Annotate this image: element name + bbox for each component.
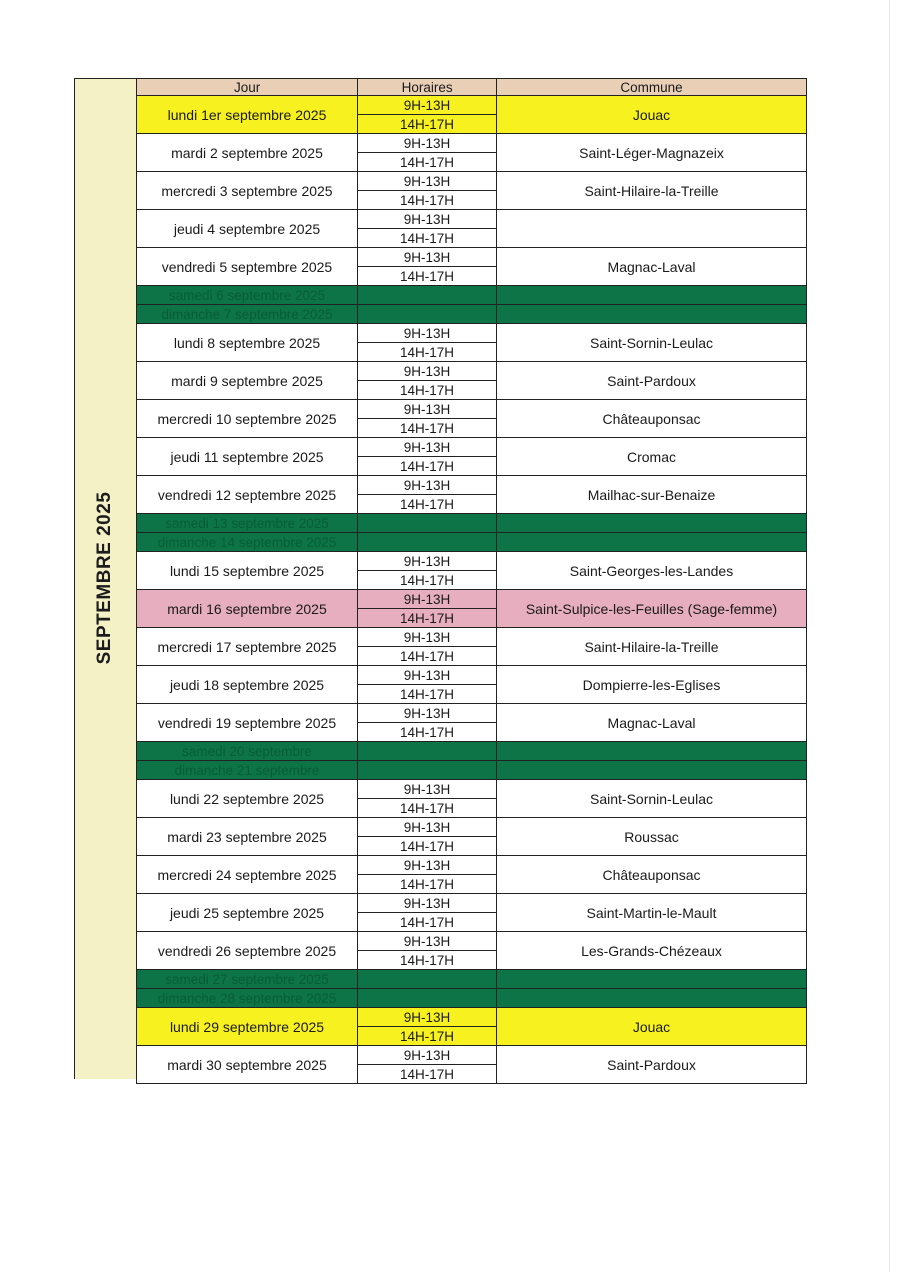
table-row [136,932,807,970]
commune-cell: Saint-Martin-le-Mault [497,894,807,931]
weekend-row [136,970,807,989]
table-row [136,210,807,248]
morning-hours: 9H-13H [358,932,496,951]
horaires-cell [358,438,497,475]
afternoon-hours: 14H-17H [399,952,455,968]
afternoon-hours: 14H-17H [399,800,455,816]
table-row [136,818,807,856]
month-label: SEPTEMBRE 2025 [94,491,115,665]
table-row [136,666,807,704]
morning-hours: 9H-13H [358,856,496,875]
commune-cell: Saint-Hilaire-la-Treille [497,172,807,209]
commune-cell: Jouac [497,1008,807,1045]
horaires-cell [358,932,497,969]
day-cell: lundi 8 septembre 2025 [136,324,358,361]
table-row [136,172,807,210]
afternoon-hours: 14H-17H [399,572,455,588]
commune-cell: Magnac-Laval [497,704,807,741]
commune-cell: Roussac [497,818,807,855]
morning-hours: 9H-13H [358,210,496,229]
morning-hours: 9H-13H [358,324,496,343]
horaires-cell [358,172,497,209]
weekend-horaires-empty [358,742,497,760]
day-cell: mercredi 24 septembre 2025 [136,856,358,893]
page-edge [889,0,890,1272]
table-row [136,134,807,172]
afternoon-hours: 14H-17H [399,458,455,474]
horaires-cell [358,1008,497,1045]
table-row [136,704,807,742]
afternoon-hours: 14H-17H [399,382,455,398]
commune-cell: Magnac-Laval [497,248,807,285]
morning-hours: 9H-13H [358,172,496,191]
weekend-horaires-empty [358,970,497,988]
commune-cell: Saint-Sulpice-les-Feuilles (Sage-femme) [497,590,807,627]
day-cell: lundi 1er septembre 2025 [136,96,358,133]
commune-cell: Mailhac-sur-Benaize [497,476,807,513]
horaires-cell [358,628,497,665]
day-cell: mardi 23 septembre 2025 [136,818,358,855]
table-row [136,780,807,818]
weekend-horaires-empty [358,533,497,551]
horaires-cell [358,590,497,627]
day-cell: lundi 22 septembre 2025 [136,780,358,817]
horaires-cell [358,1046,497,1083]
weekend-day: samedi 20 septembre [136,742,358,760]
commune-cell: Saint-Sornin-Leulac [497,324,807,361]
afternoon-hours: 14H-17H [399,838,455,854]
afternoon-hours: 14H-17H [399,268,455,284]
table-row [136,96,807,134]
weekend-day: samedi 27 septembre 2025 [136,970,358,988]
weekend-commune-empty [497,533,807,551]
weekend-row [136,305,807,324]
commune-cell: Châteauponsac [497,400,807,437]
commune-cell: Cromac [497,438,807,475]
day-cell: lundi 15 septembre 2025 [136,552,358,589]
horaires-cell [358,248,497,285]
morning-hours: 9H-13H [358,1008,496,1027]
morning-hours: 9H-13H [358,1046,496,1065]
commune-cell: Saint-Léger-Magnazeix [497,134,807,171]
weekend-horaires-empty [358,305,497,323]
day-cell: mardi 2 septembre 2025 [136,134,358,171]
table-row [136,476,807,514]
table-body [136,96,807,1084]
morning-hours: 9H-13H [358,780,496,799]
day-cell: mardi 9 septembre 2025 [136,362,358,399]
weekend-day: dimanche 14 septembre 2025 [136,533,358,551]
day-cell: jeudi 25 septembre 2025 [136,894,358,931]
commune-cell: Dompierre-les-Eglises [497,666,807,703]
commune-cell: Jouac [497,96,807,133]
commune-cell: Châteauponsac [497,856,807,893]
morning-hours: 9H-13H [358,248,496,267]
morning-hours: 9H-13H [358,704,496,723]
day-cell: jeudi 4 septembre 2025 [136,210,358,247]
weekend-horaires-empty [358,989,497,1007]
table-row [136,590,807,628]
morning-hours: 9H-13H [358,666,496,685]
morning-hours: 9H-13H [358,894,496,913]
weekend-horaires-empty [358,514,497,532]
morning-hours: 9H-13H [358,400,496,419]
morning-hours: 9H-13H [358,476,496,495]
header-jour: Jour [137,79,358,95]
day-cell: vendredi 5 septembre 2025 [136,248,358,285]
day-cell: vendredi 26 septembre 2025 [136,932,358,969]
horaires-cell [358,704,497,741]
afternoon-hours: 14H-17H [399,154,455,170]
commune-cell: Saint-Georges-les-Landes [497,552,807,589]
afternoon-hours: 14H-17H [399,116,455,132]
day-cell: mardi 30 septembre 2025 [136,1046,358,1083]
weekend-row [136,761,807,780]
morning-hours: 9H-13H [358,590,496,609]
table-row [136,324,807,362]
weekend-commune-empty [497,742,807,760]
table-row [136,362,807,400]
horaires-cell [358,210,497,247]
horaires-cell [358,818,497,855]
horaires-cell [358,552,497,589]
commune-cell: Saint-Sornin-Leulac [497,780,807,817]
header-commune: Commune [620,80,683,95]
day-cell: mercredi 10 septembre 2025 [136,400,358,437]
table-row [136,248,807,286]
schedule-table [136,78,807,1084]
afternoon-hours: 14H-17H [399,686,455,702]
afternoon-hours: 14H-17H [399,344,455,360]
horaires-cell [358,400,497,437]
header-horaires: Horaires [358,79,497,95]
horaires-cell [358,324,497,361]
table-row [136,856,807,894]
weekend-commune-empty [497,286,807,304]
day-cell: vendredi 12 septembre 2025 [136,476,358,513]
commune-cell: Saint-Hilaire-la-Treille [497,628,807,665]
day-cell: mardi 16 septembre 2025 [136,590,358,627]
morning-hours: 9H-13H [358,628,496,647]
morning-hours: 9H-13H [358,818,496,837]
horaires-cell [358,134,497,171]
weekend-row [136,742,807,761]
day-cell: mercredi 17 septembre 2025 [136,628,358,665]
afternoon-hours: 14H-17H [399,610,455,626]
afternoon-hours: 14H-17H [399,876,455,892]
afternoon-hours: 14H-17H [399,1028,455,1044]
afternoon-hours: 14H-17H [399,648,455,664]
afternoon-hours: 14H-17H [399,230,455,246]
weekend-commune-empty [497,761,807,779]
morning-hours: 9H-13H [358,96,496,115]
table-header [136,78,807,96]
commune-cell: Les-Grands-Chézeaux [497,932,807,969]
day-cell: jeudi 11 septembre 2025 [136,438,358,475]
morning-hours: 9H-13H [358,362,496,381]
table-row [136,628,807,666]
table-row [136,400,807,438]
weekend-commune-empty [497,989,807,1007]
horaires-cell [358,362,497,399]
afternoon-hours: 14H-17H [399,1066,455,1082]
afternoon-hours: 14H-17H [399,914,455,930]
weekend-day: dimanche 28 septembre 2025 [136,989,358,1007]
weekend-commune-empty [497,514,807,532]
afternoon-hours: 14H-17H [399,496,455,512]
table-row [136,1008,807,1046]
weekend-horaires-empty [358,286,497,304]
day-cell: mercredi 3 septembre 2025 [136,172,358,209]
horaires-cell [358,476,497,513]
horaires-cell [358,666,497,703]
day-cell: vendredi 19 septembre 2025 [136,704,358,741]
weekend-day: dimanche 7 septembre 2025 [136,305,358,323]
morning-hours: 9H-13H [358,134,496,153]
weekend-row [136,286,807,305]
horaires-cell [358,894,497,931]
weekend-horaires-empty [358,761,497,779]
table-row [136,552,807,590]
horaires-cell [358,856,497,893]
horaires-cell [358,96,497,133]
weekend-commune-empty [497,970,807,988]
afternoon-hours: 14H-17H [399,192,455,208]
afternoon-hours: 14H-17H [399,724,455,740]
morning-hours: 9H-13H [358,438,496,457]
day-cell: lundi 29 septembre 2025 [136,1008,358,1045]
commune-cell: Saint-Pardoux [497,1046,807,1083]
weekend-row [136,514,807,533]
weekend-day: samedi 6 septembre 2025 [136,286,358,304]
weekend-row [136,533,807,552]
table-row [136,1046,807,1084]
day-cell: jeudi 18 septembre 2025 [136,666,358,703]
weekend-day: dimanche 21 septembre [136,761,358,779]
commune-cell: Saint-Pardoux [497,362,807,399]
weekend-day: samedi 13 septembre 2025 [136,514,358,532]
weekend-row [136,989,807,1008]
horaires-cell [358,780,497,817]
table-row [136,438,807,476]
table-row [136,894,807,932]
commune-cell [497,210,807,247]
weekend-commune-empty [497,305,807,323]
afternoon-hours: 14H-17H [399,420,455,436]
morning-hours: 9H-13H [358,552,496,571]
